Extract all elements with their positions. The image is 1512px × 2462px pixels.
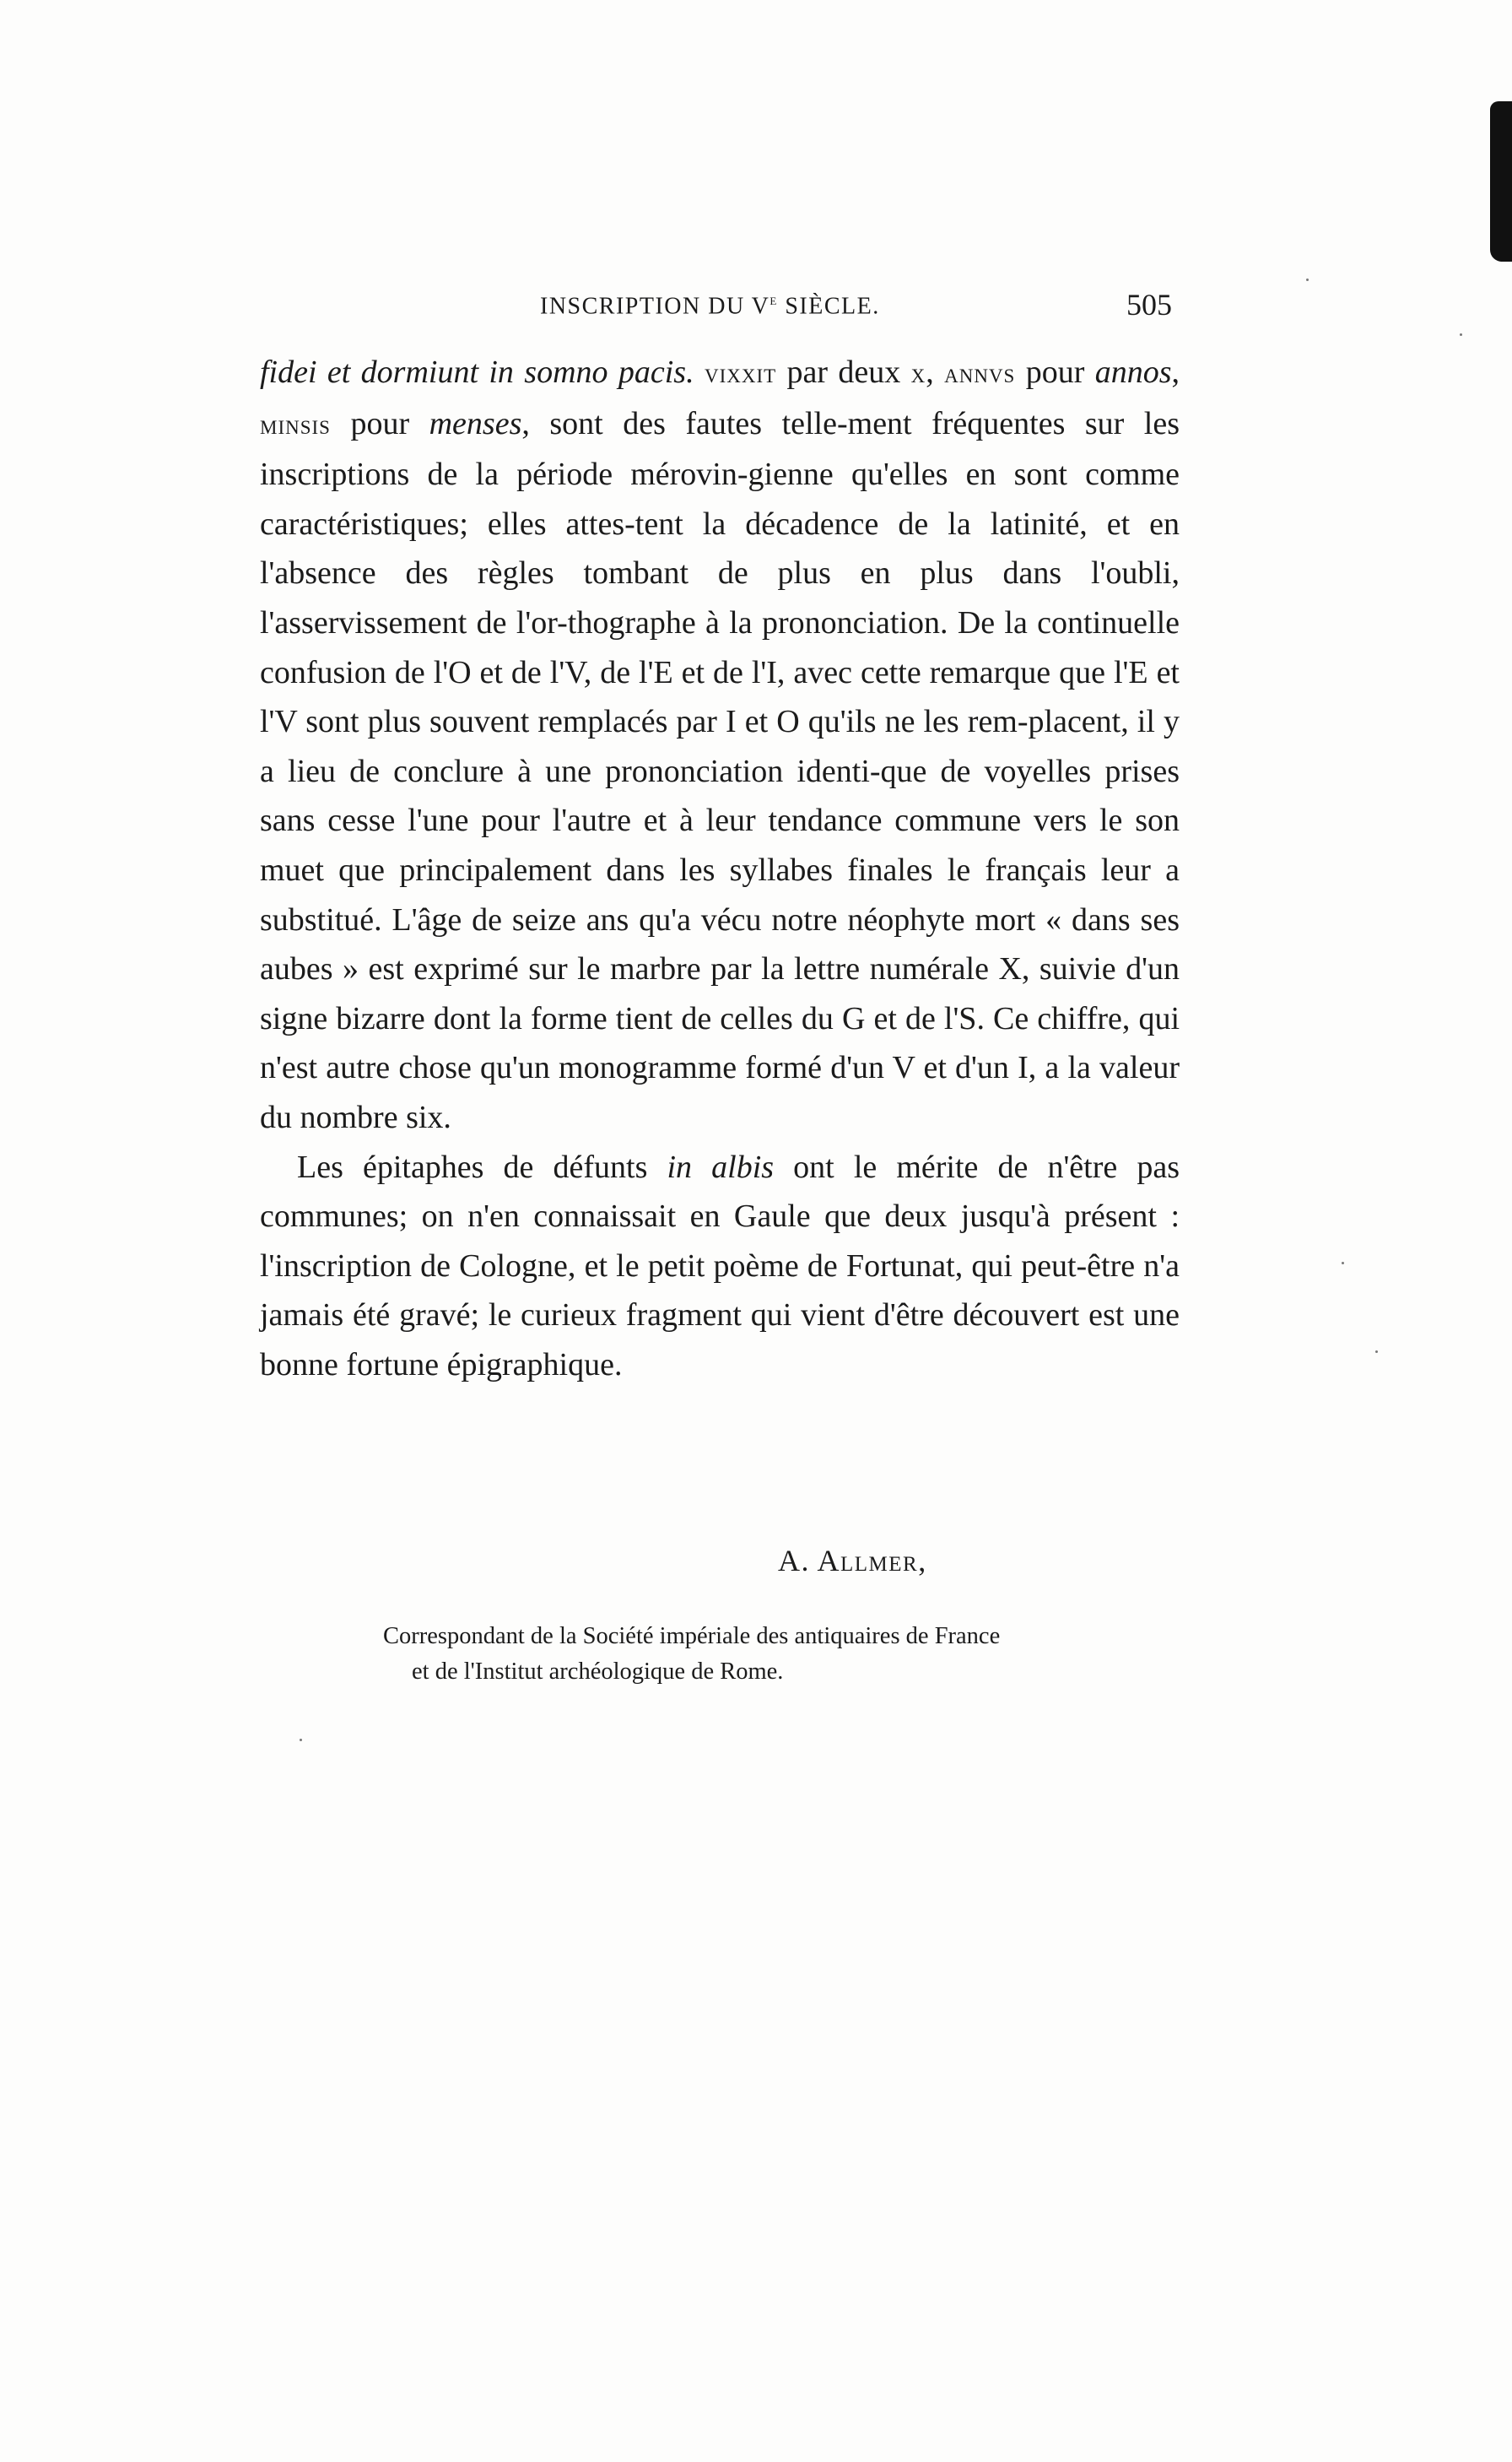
text-segment: par deux: [776, 354, 911, 390]
author-credentials: [383, 1619, 1185, 1690]
inscription-word-x: x: [910, 359, 926, 389]
text-segment: [694, 354, 705, 390]
paper-speck: [1342, 1262, 1344, 1264]
inscription-word-vixxit: vixxit: [704, 359, 777, 389]
text-segment: ,: [1171, 354, 1180, 390]
inscription-word-minsis: minsis: [260, 409, 331, 441]
latin-word-menses: menses: [429, 405, 522, 441]
running-head: [540, 291, 880, 320]
inscription-word-annvs: annvs: [944, 359, 1016, 389]
paragraph-2: [260, 1143, 1180, 1390]
body-text: [260, 348, 1180, 1389]
text-segment: ont le mérite de n'être pas communes; on n'en connaissait en Gaule que deux jusqu'à présent : l'inscription de Cologne, et le petit poème de Fortunat, qui peut-être n'a jamais été gravé; le curieux fragment qui vient d'être découvert est une bonne fortune épigraphique.: [260, 1149, 1180, 1383]
credentials-line-1: Correspondant de la Société impériale des antiquaires de France: [383, 1623, 1001, 1649]
author-signature: A. Allmer,: [778, 1544, 927, 1577]
text-segment: Les épitaphes de défunts: [297, 1149, 667, 1185]
text-segment: pour: [1015, 354, 1095, 390]
text-segment: pour: [330, 405, 429, 441]
running-head-superscript: e: [770, 291, 778, 308]
paper-speck: [300, 1739, 302, 1741]
credentials-line-2: et de l'Institut archéologique de Rome.: [412, 1658, 784, 1685]
paragraph-1: [260, 348, 1180, 1143]
binding-edge-mark: [1490, 101, 1512, 262]
running-head-prefix: INSCRIPTION DU V: [540, 293, 770, 320]
paper-speck: [1375, 1350, 1378, 1353]
text-segment: ,: [926, 354, 945, 390]
text-segment: , sont des fautes telle-ment fréquentes sur les inscriptions de la période mérovin-gienne qu'elles en sont comme caractéristiques; elles attes-tent la décadence de la latinité, et en l'absence des règles tombant de plus en plus dans l'oubli, l'asservissement de l'or-thographe à la prononciation. De la continuelle confusion de l'O et de l'V, de l'E et de l'I, avec cette remarque que l'E et l'V sont plus souvent remplacés par I et O qu'ils ne les rem-placent, il y a lieu de conclure à une prononciation identi-que de voyelles prises sans cesse l'une pour l'autre et à leur tendance commune vers le son muet que principalement dans les syllabes finales le français leur a substitué. L'âge de seize ans qu'a vécu notre néophyte mort « dans ses aubes » est exprimé sur le marbre par la lettre numérale X, suivie d'un signe bizarre dont la forme tient de celles du G et de l'S. Ce chiffre, qui n'est autre chose qu'un monogramme formé d'un V et d'un I, a la valeur du nombre six.: [260, 405, 1180, 1135]
latin-word-annos: annos: [1094, 354, 1172, 390]
latin-phrase: fidei et dormiunt in somno pacis.: [260, 354, 694, 390]
latin-phrase-in-albis: in albis: [667, 1149, 775, 1185]
running-head-suffix: SIÈCLE.: [777, 293, 880, 320]
paper-speck: [1306, 279, 1309, 281]
page-number: 505: [1126, 288, 1172, 322]
paper-speck: [1460, 333, 1462, 336]
